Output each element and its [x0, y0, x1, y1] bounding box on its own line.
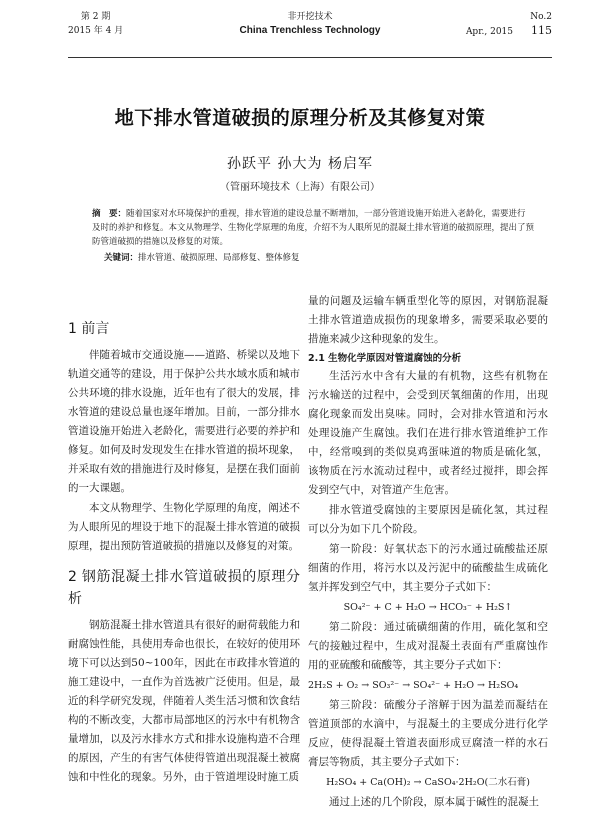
journal-name-en: China Trenchless Technology	[239, 25, 381, 36]
header-right	[466, 10, 552, 39]
section-2-paragraph-1: 钢筋混凝土排水管道具有很好的耐荷载能力和耐腐蚀性能，具使用寿命也很长，在较好的使用环境下可以达到50~100年，因此在市政排水管道的施工建设中，一直作为首选被广泛使用。但是，最近的科学研究发现，伴随着人类生活习惯和饮食结构的不断改变，大都市局部地区的污水中有机物含量增加，以及污水排水方式和排水设施构造不合理的原因，产生的有害气体使得管道出现混凝土被腐蚀和中性化的现象。另外，由于管道埋设时施工质	[68, 619, 300, 783]
section-1-paragraph-1: 伴随着城市交通设施——道路、桥梁以及地下轨道交通等的建设，用于保护公共水域水质和城市公共环境的排水设施，近年也有了很大的发展，排水管道的建设总量也逐年增加。目前，一部分排水管道设施开始进入老龄化，需要进行必要的养护和修复。如何及时发现发生在排水管道的损坏现象，并采取有效的措施进行及时修复，是摆在我们面前的一大课题。	[68, 349, 300, 494]
section-2-heading: 2 钢筋混凝土排水管道破损的原理分析	[68, 569, 300, 607]
section-1-heading: 1 前言	[68, 321, 110, 337]
paragraph-stage-3: 第三阶段：硫酸分子溶解于因为温差而凝结在管道顶部的水滴中，与混凝土的主要成分进行化学反应，使得混凝土管道表面形成豆腐渣一样的水石膏层等物质，其主要分子式如下：	[308, 699, 548, 768]
page-number: 115	[531, 24, 552, 37]
equation-3: H₂SO₄ + Ca(OH)₂ → CaSO₄·2H₂O(二水石膏)	[326, 777, 530, 788]
paragraph-stages-intro: 排水管道受腐蚀的主要原因是硫化氢，其过程可以分为如下几个阶段。	[308, 504, 548, 535]
equation-2: 2H₂S + O₂ → SO₃²⁻ → SO₄²⁻ + H₂O → H₂SO₄	[308, 680, 519, 691]
journal-name-cn: 非开挖技术	[287, 12, 333, 22]
paragraph-organic-matter: 生活污水中含有大量的有机物，这些有机物在污水输送的过程中，会受到厌氧细菌的作用，出现腐化现象而发出臭味。同时，会对排水管道和污水处理设施产生腐蚀。我们在进行排水管道维护工作中，经常嗅到的类似臭鸡蛋味道的物质是硫化氢，该物质在污水流动过程中，或者经过搅拌，即会挥发到空气中，对管道产生危害。	[308, 370, 548, 496]
author-list: 孙跃平 孙大为 杨启军	[227, 156, 373, 172]
keywords	[104, 251, 534, 265]
issue-date-cn: 2015 年 4 月	[68, 26, 124, 36]
abstract-text: 随着国家对水环境保护的重视，排水管道的建设总量不断增加，一部分管道设施开始进入老龄化，需要进行及时的养护和修复。本文从物理学、生物化学原理的角度，介绍不为人眼所见的混凝土排水管道的破损原理，提出了预防管道破损的措施以及修复的对策。	[92, 209, 535, 247]
paragraph-conclusion-start: 通过上述的几个阶段，原本属于碱性的混凝土	[329, 796, 539, 808]
author-affiliation: （管丽环境技术（上海）有限公司）	[220, 182, 380, 193]
right-column	[308, 292, 548, 813]
issue-number-en: No.2	[530, 12, 552, 22]
continued-paragraph: 量的问题及运输车辆重型化等的原因，对钢筋混凝土排水管道造成损伤的现象增多，需要采取必要的措施来减少这种现象的发生。	[308, 295, 548, 345]
section-1-paragraph-2: 本文从物理学、生物化学原理的角度，阐述不为人眼所见的埋设于地下的混凝土排水管道的破损原理，提出预防管道破损的措施以及修复的对策。	[68, 502, 300, 552]
issue-date-en: Apr., 2015	[465, 27, 513, 37]
equation-1: SO₄²⁻ + C + H₂O → HCO₃⁻ + H₂S↑	[343, 602, 513, 613]
section-2-1-heading: 2.1 生物化学原因对管道腐蚀的分析	[308, 353, 462, 364]
left-column	[68, 308, 300, 788]
running-header	[68, 10, 552, 58]
issue-number-cn: 第 2 期	[80, 12, 111, 22]
paragraph-stage-1: 第一阶段：好氧状态下的污水通过硫酸盐还原细菌的作用，将污水以及污泥中的硫酸盐生成硫化氢并挥发到空气中，其主要分子式如下：	[308, 543, 548, 593]
article-title: 地下排水管道破损的原理分析及其修复对策	[114, 107, 486, 129]
keywords-text: 排水管道、破损原理、局部修复、整体修复	[138, 253, 300, 263]
abstract-label: 摘 要：	[92, 209, 127, 219]
keywords-label: 关键词：	[104, 253, 139, 263]
paragraph-stage-2: 第二阶段：通过硫磺细菌的作用，硫化氢和空气的接触过程中，生成对混凝土表面有严重腐蚀作用的亚硫酸和硫酸等，其主要分子式如下：	[308, 621, 548, 671]
abstract	[92, 207, 534, 249]
